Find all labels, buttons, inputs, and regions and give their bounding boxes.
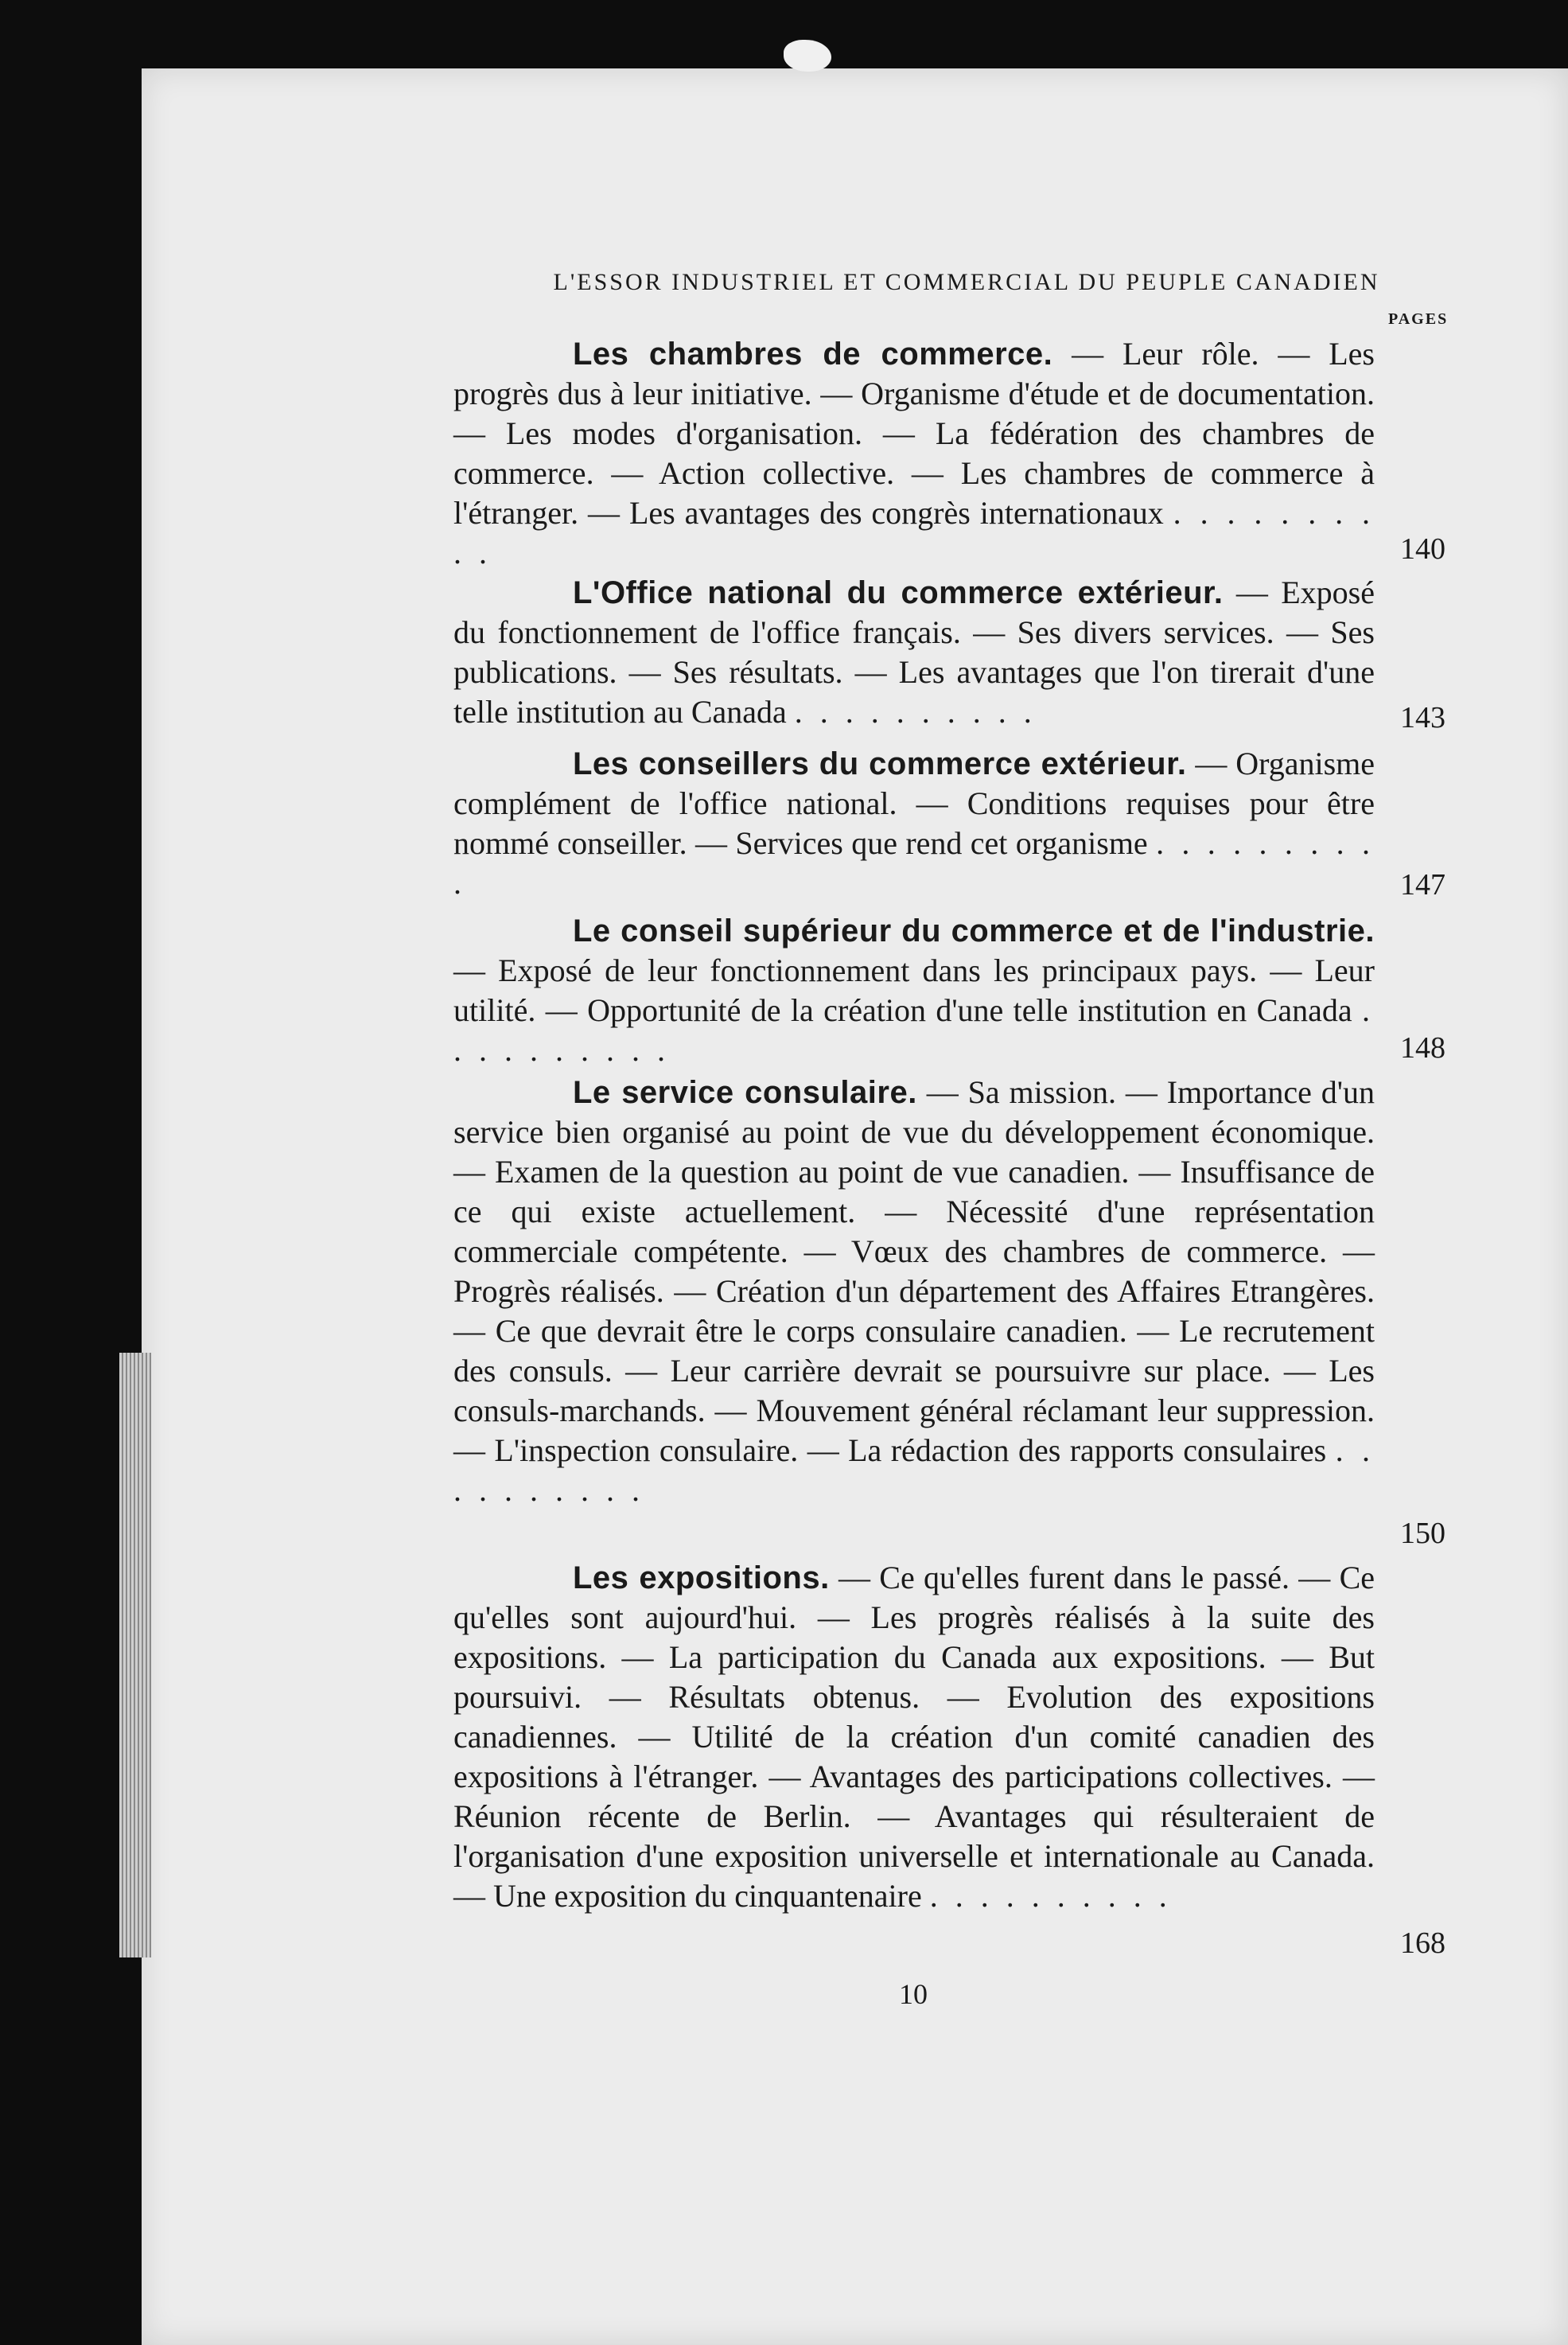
- toc-entry: [453, 911, 1375, 1070]
- page-number: 143: [1400, 701, 1445, 734]
- leader-dots: . . . . . . . . . .: [453, 1432, 1375, 1508]
- entry-text: — Leur rôle. — Les progrès dus à leur initiative. — Organisme d'étude et de documentation. — Les modes d'organisation. — La fédération des chambres de commerce. — Action collective. — Les chambres de commerce à l'étranger. — Les avantages des congrès internationaux: [453, 336, 1375, 531]
- page-number: 140: [1400, 532, 1445, 566]
- page-number: 150: [1400, 1517, 1445, 1550]
- toc-entry: [453, 573, 1375, 732]
- running-title: L'ESSOR INDUSTRIEL ET COMMERCIAL DU PEUPLE CANADIEN: [553, 269, 1380, 295]
- entry-title: Le conseil supérieur du commerce et de l'industrie.: [573, 913, 1375, 949]
- entry-title: Les expositions.: [573, 1560, 830, 1595]
- leader-dots: . . . . . . . . . .: [453, 825, 1375, 901]
- page-stack-edge: [119, 1353, 151, 1957]
- entry-text: — Exposé de leur fonctionnement dans les principaux pays. — Leur utilité. — Opportunité de la création d'une telle institution en Canada: [453, 952, 1375, 1028]
- entry-title: L'Office national du commerce extérieur.: [573, 575, 1224, 610]
- page-number: 148: [1400, 1031, 1445, 1065]
- entry-title: Le service consulaire.: [573, 1075, 917, 1110]
- leader-dots: . . . . . . . . . .: [453, 992, 1375, 1068]
- leader-dots: . . . . . . . . . .: [794, 694, 1037, 730]
- leader-dots: . . . . . . . . . .: [929, 1878, 1172, 1914]
- toc-entry: [453, 744, 1375, 903]
- page-number: 168: [1400, 1926, 1445, 1960]
- entry-text: — Organisme complément de l'office national. — Conditions requises pour être nommé conseiller. — Services que rend cet organisme: [453, 746, 1375, 861]
- leader-dots: . . . . . . . . . .: [453, 495, 1375, 571]
- entry-text: — Exposé du fonctionnement de l'office français. — Ses divers services. — Ses publications. — Ses résultats. — Les avantages que l'on tirerait d'une telle institution au Canada: [453, 575, 1375, 730]
- toc-entry: [453, 334, 1375, 573]
- entry-text: — Ce qu'elles furent dans le passé. — Ce qu'elles sont aujourd'hui. — Les progrès réalisés à la suite des expositions. — La participation du Canada aux expositions. — But poursuivi. — Résultats obtenus. — Evolution des expositions canadiennes. — Utilité de la création d'un comité canadien des expositions à l'étranger. — Avantages des participations collectives. — Réunion récente de Berlin. — Avantages qui résulteraient de l'organisation d'une exposition universelle et internationale au Canada. — Une exposition du cinquantenaire: [453, 1560, 1375, 1914]
- page-number: 147: [1400, 868, 1445, 902]
- folio: 10: [899, 1978, 928, 2010]
- toc-entry: [453, 1073, 1375, 1510]
- binding-mark: [784, 40, 831, 72]
- pages-column-label: PAGES: [1388, 310, 1449, 328]
- toc-entry: [453, 1558, 1375, 1916]
- entry-title: Les chambres de commerce.: [573, 337, 1053, 372]
- entry-text: — Sa mission. — Importance d'un service bien organisé au point de vue du développement économique. — Examen de la question au point de vue canadien. — Insuffisance de ce qui existe actuellement. — Nécessité d'une représentation commerciale compétente. — Vœux des chambres de commerce. — Progrès réalisés. — Création d'un département des Affaires Etrangères. — Ce que devrait être le corps consulaire canadien. — Le recrutement des consuls. — Leur carrière devrait se poursuivre sur place. — Les consuls-marchands. — Mouvement général réclamant leur suppression. — L'inspection consulaire. — La rédaction des rapports consulaires: [453, 1074, 1375, 1468]
- entry-title: Les conseillers du commerce extérieur.: [573, 746, 1187, 781]
